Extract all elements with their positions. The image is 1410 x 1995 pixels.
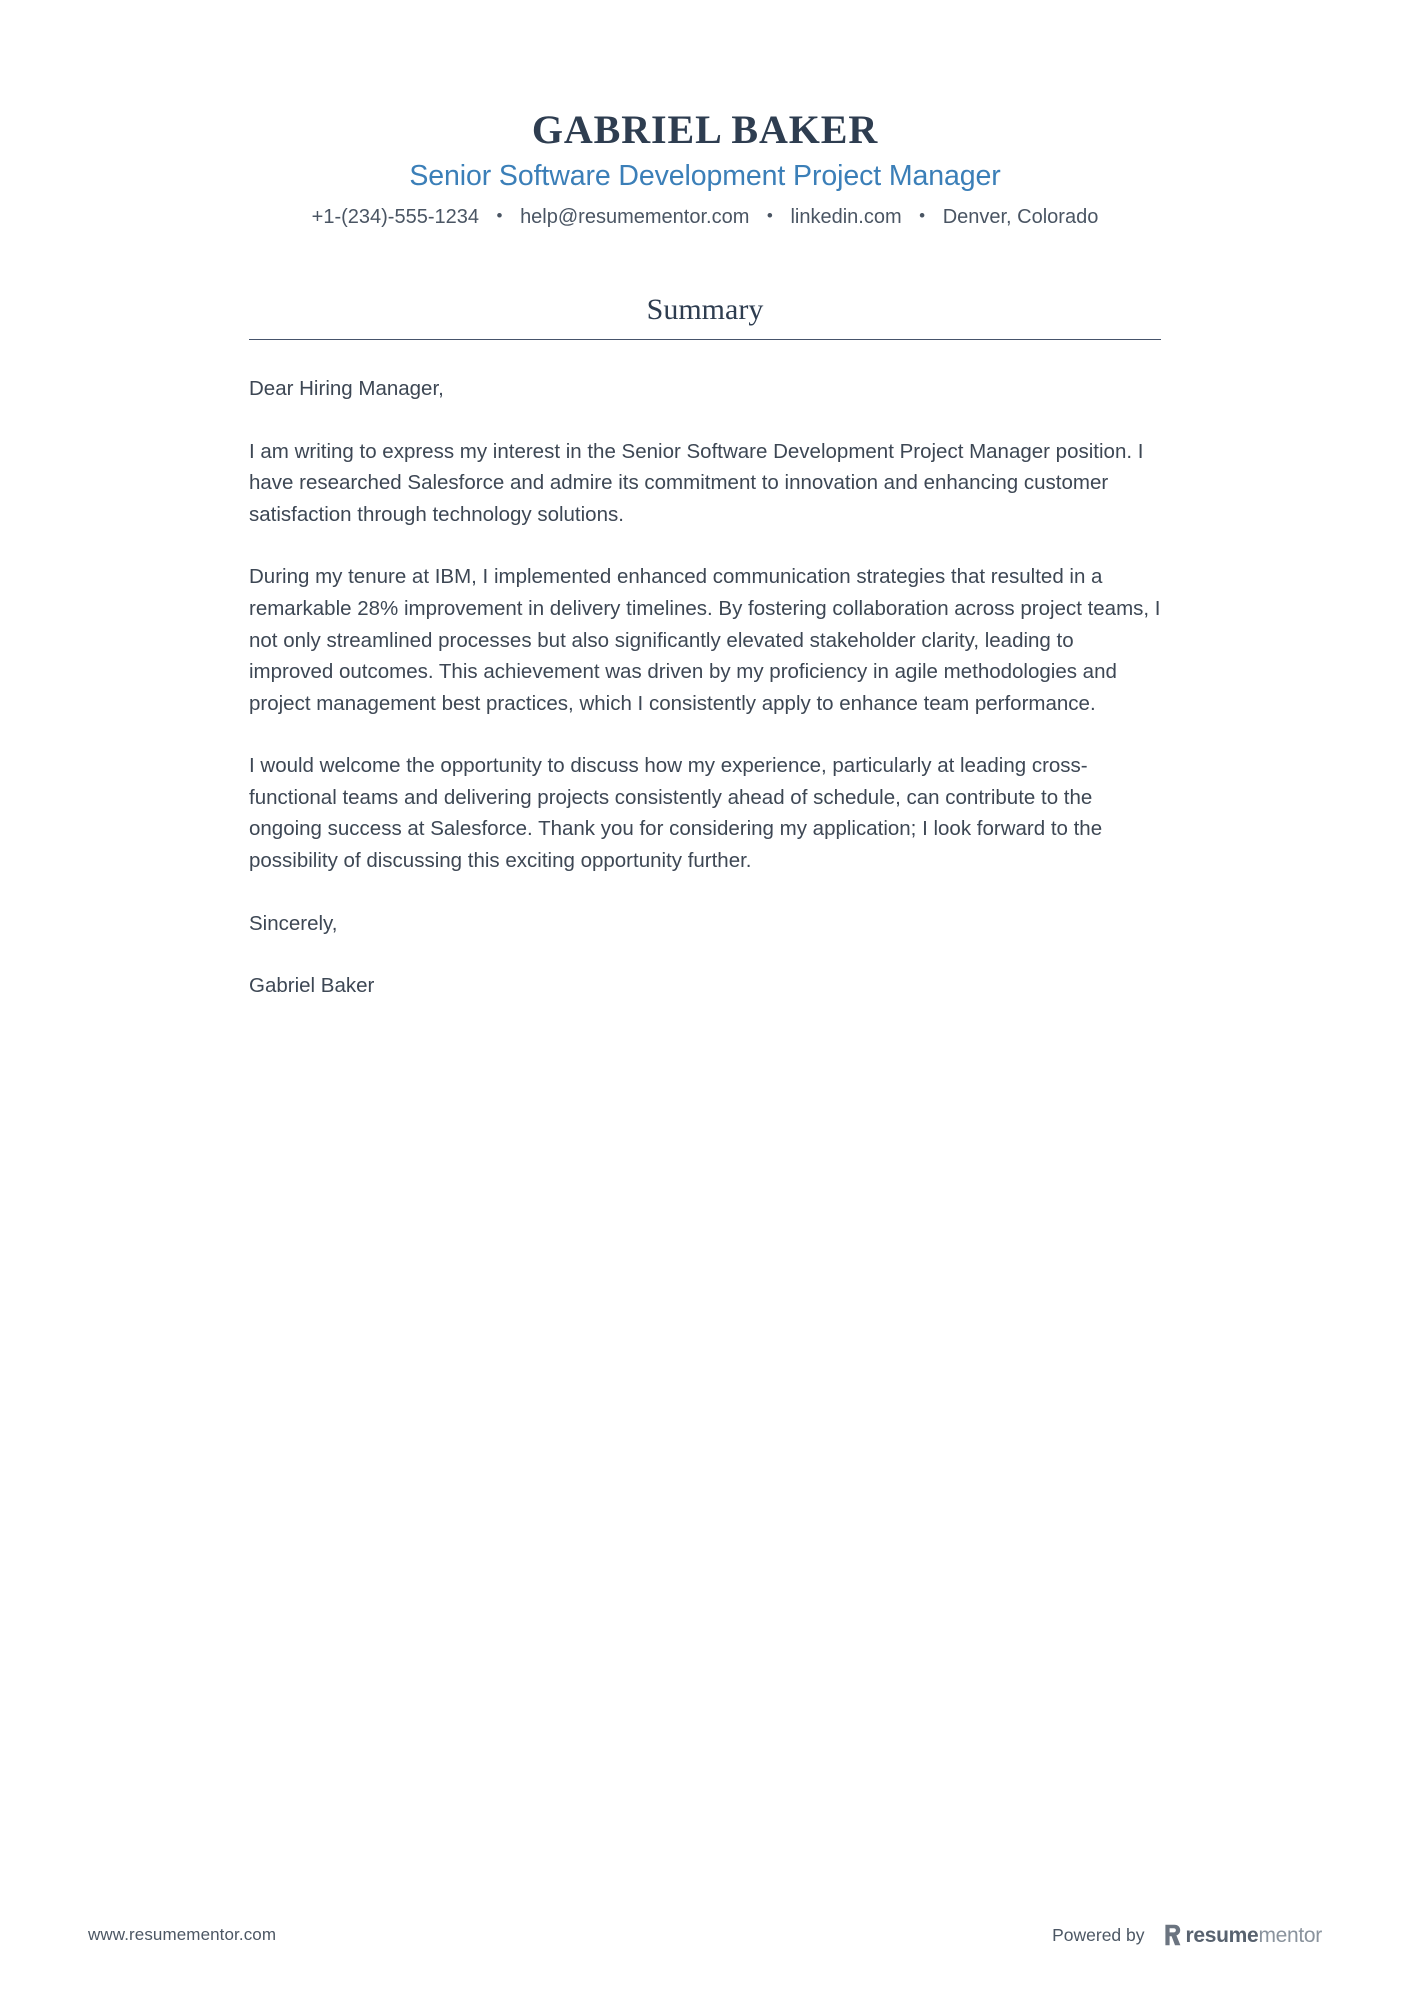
resumementor-wordmark <box>1186 1925 1322 1946</box>
contact-separator-icon: • <box>919 205 926 225</box>
contact-email[interactable]: help@resumementor.com <box>520 205 750 228</box>
resumementor-logo[interactable] <box>1164 1924 1322 1946</box>
contact-phone: +1-(234)-555-1234 <box>311 205 479 228</box>
contact-separator-icon: • <box>766 205 773 225</box>
footer-powered-by <box>1052 1924 1322 1946</box>
letter-paragraph: During my tenure at IBM, I implemented enhanced communication strategies that resulted in a remarkable 28% improvement in delivery timelines. By fostering collaboration across project teams, I not only streamlined processes but also significantly elevated stakeholder clarity, leading to improved outcomes. This achievement was driven by my proficiency in agile methodologies and project management best practices, which I consistently apply to enhance team performance. <box>249 565 1161 715</box>
summary-section <box>249 292 1161 1002</box>
document-header <box>0 0 1410 230</box>
contact-linkedin[interactable]: linkedin.com <box>790 205 902 228</box>
resumementor-mark-icon <box>1164 1924 1181 1946</box>
section-divider <box>249 339 1161 340</box>
document-footer <box>0 1875 1410 1995</box>
candidate-name: GABRIEL BAKER <box>531 107 879 152</box>
wordmark-light-part: mentor <box>1258 1923 1322 1947</box>
section-heading-summary: Summary <box>646 292 764 326</box>
contact-info-line <box>0 204 1410 230</box>
contact-separator-icon: • <box>496 205 503 225</box>
candidate-job-title: Senior Software Development Project Manager <box>409 160 1001 193</box>
letter-closing: Sincerely, <box>249 911 338 935</box>
letter-paragraph: I am writing to express my interest in the Senior Software Development Project Manager position. I have researched Salesforce and admire its commitment to innovation and enhancing customer satisfaction through technology solutions. <box>249 439 1144 526</box>
wordmark-bold-part: resume <box>1185 1923 1259 1947</box>
contact-location: Denver, Colorado <box>942 205 1099 228</box>
letter-paragraph: I would welcome the opportunity to discuss how my experience, particularly at leading cross-functional teams and delivering projects consistently ahead of schedule, can contribute to the ongoing success at Salesforce. Thank you for considering my application; I look forward to the possibility of discussing this exciting opportunity further. <box>249 754 1103 873</box>
footer-website-url[interactable]: www.resumementor.com <box>88 1925 277 1944</box>
powered-by-label: Powered by <box>1052 1924 1145 1945</box>
letter-body <box>249 373 1161 1002</box>
letter-salutation: Dear Hiring Manager, <box>249 376 444 400</box>
letter-signature: Gabriel Baker <box>249 974 375 998</box>
